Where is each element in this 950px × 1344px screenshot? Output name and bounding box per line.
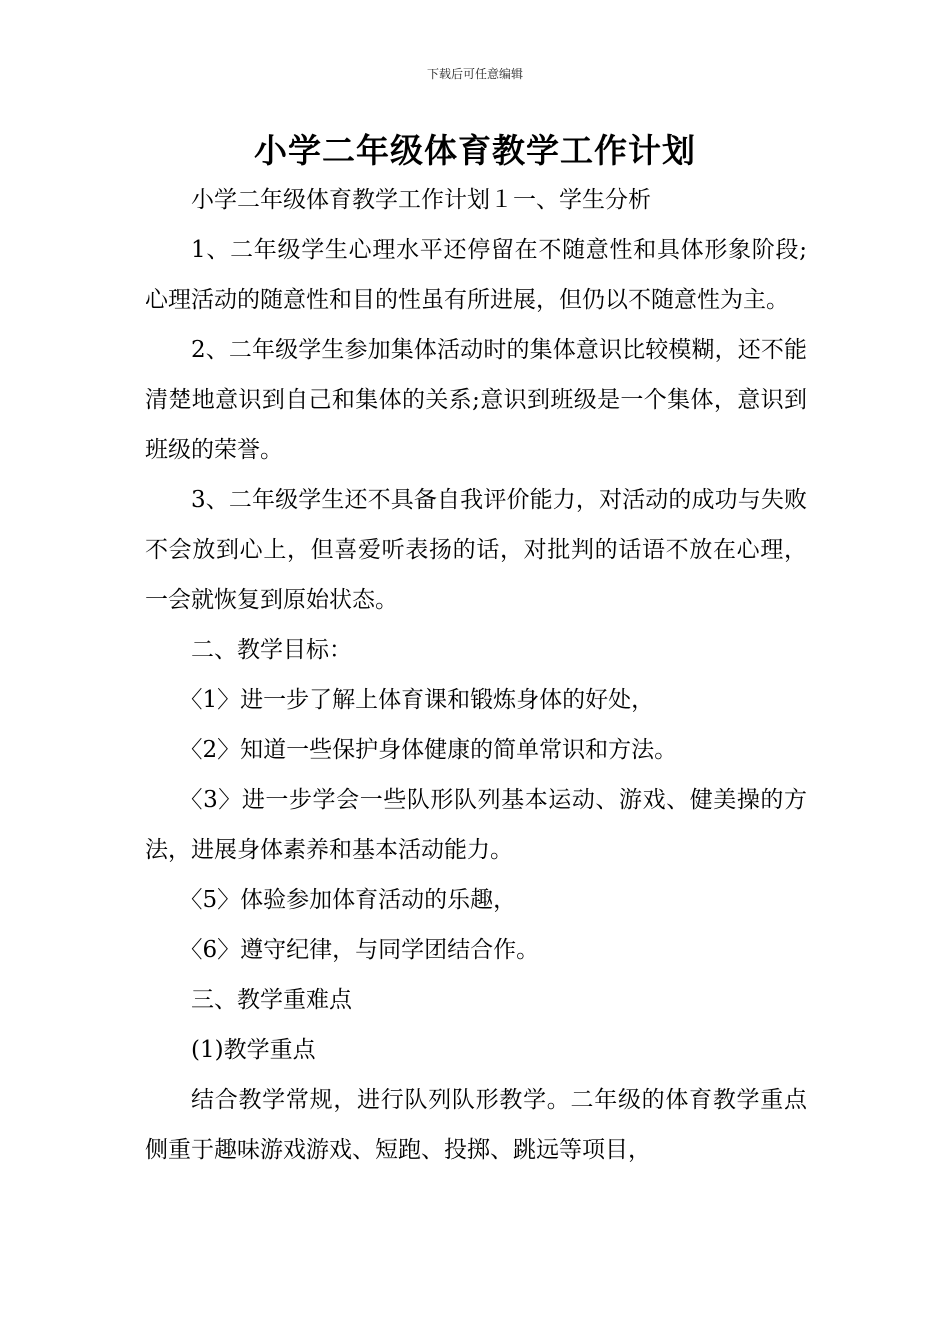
subheading-teaching-focus: (1)教学重点 [191,1037,316,1063]
paragraph-intro: 小学二年级体育教学工作计划１一、学生分析 [191,187,651,213]
goal-item-1: 〈1〉进一步了解上体育课和锻炼身体的好处， [179,687,655,713]
goal-item-2: 〈2〉知道一些保护身体健康的简单常识和方法。 [179,737,678,763]
document-title: 小学二年级体育教学工作计划 [254,131,696,170]
paragraph-teaching-focus: 结合教学常规，进行队列队形教学。二年级的体育教学重点侧重于趣味游戏游戏、短跑、投掷、跳远等项目， [145,1087,807,1163]
section-heading-key-points: 三、教学重难点 [191,987,352,1013]
paragraph-analysis-3: 3、二年级学生还不具备自我评价能力，对活动的成功与失败不会放到心上，但喜爱听表扬的话，对批判的话语不放在心理，一会就恢复到原始状态。 [145,487,807,613]
paragraph-analysis-2: 2、二年级学生参加集体活动时的集体意识比较模糊，还不能清楚地意识到自己和集体的关系;意识到班级是一个集体，意识到班级的荣誉。 [145,337,807,463]
goal-item-3: 〈3〉进一步学会一些队形队列基本运动、游戏、健美操的方法，进展身体素养和基本活动能力。 [145,787,807,863]
document-body [145,175,807,1175]
goal-item-5: 〈5〉体验参加体育活动的乐趣， [179,887,517,913]
paragraph-analysis-1: 1、二年级学生心理水平还停留在不随意性和具体形象阶段;心理活动的随意性和目的性虽有所进展，但仍以不随意性为主。 [145,237,807,313]
goal-item-6: 〈6〉遵守纪律，与同学团结合作。 [179,937,540,963]
page-header-note: 下载后可任意编辑 [426,67,523,81]
section-heading-goals: 二、教学目标： [191,637,352,663]
